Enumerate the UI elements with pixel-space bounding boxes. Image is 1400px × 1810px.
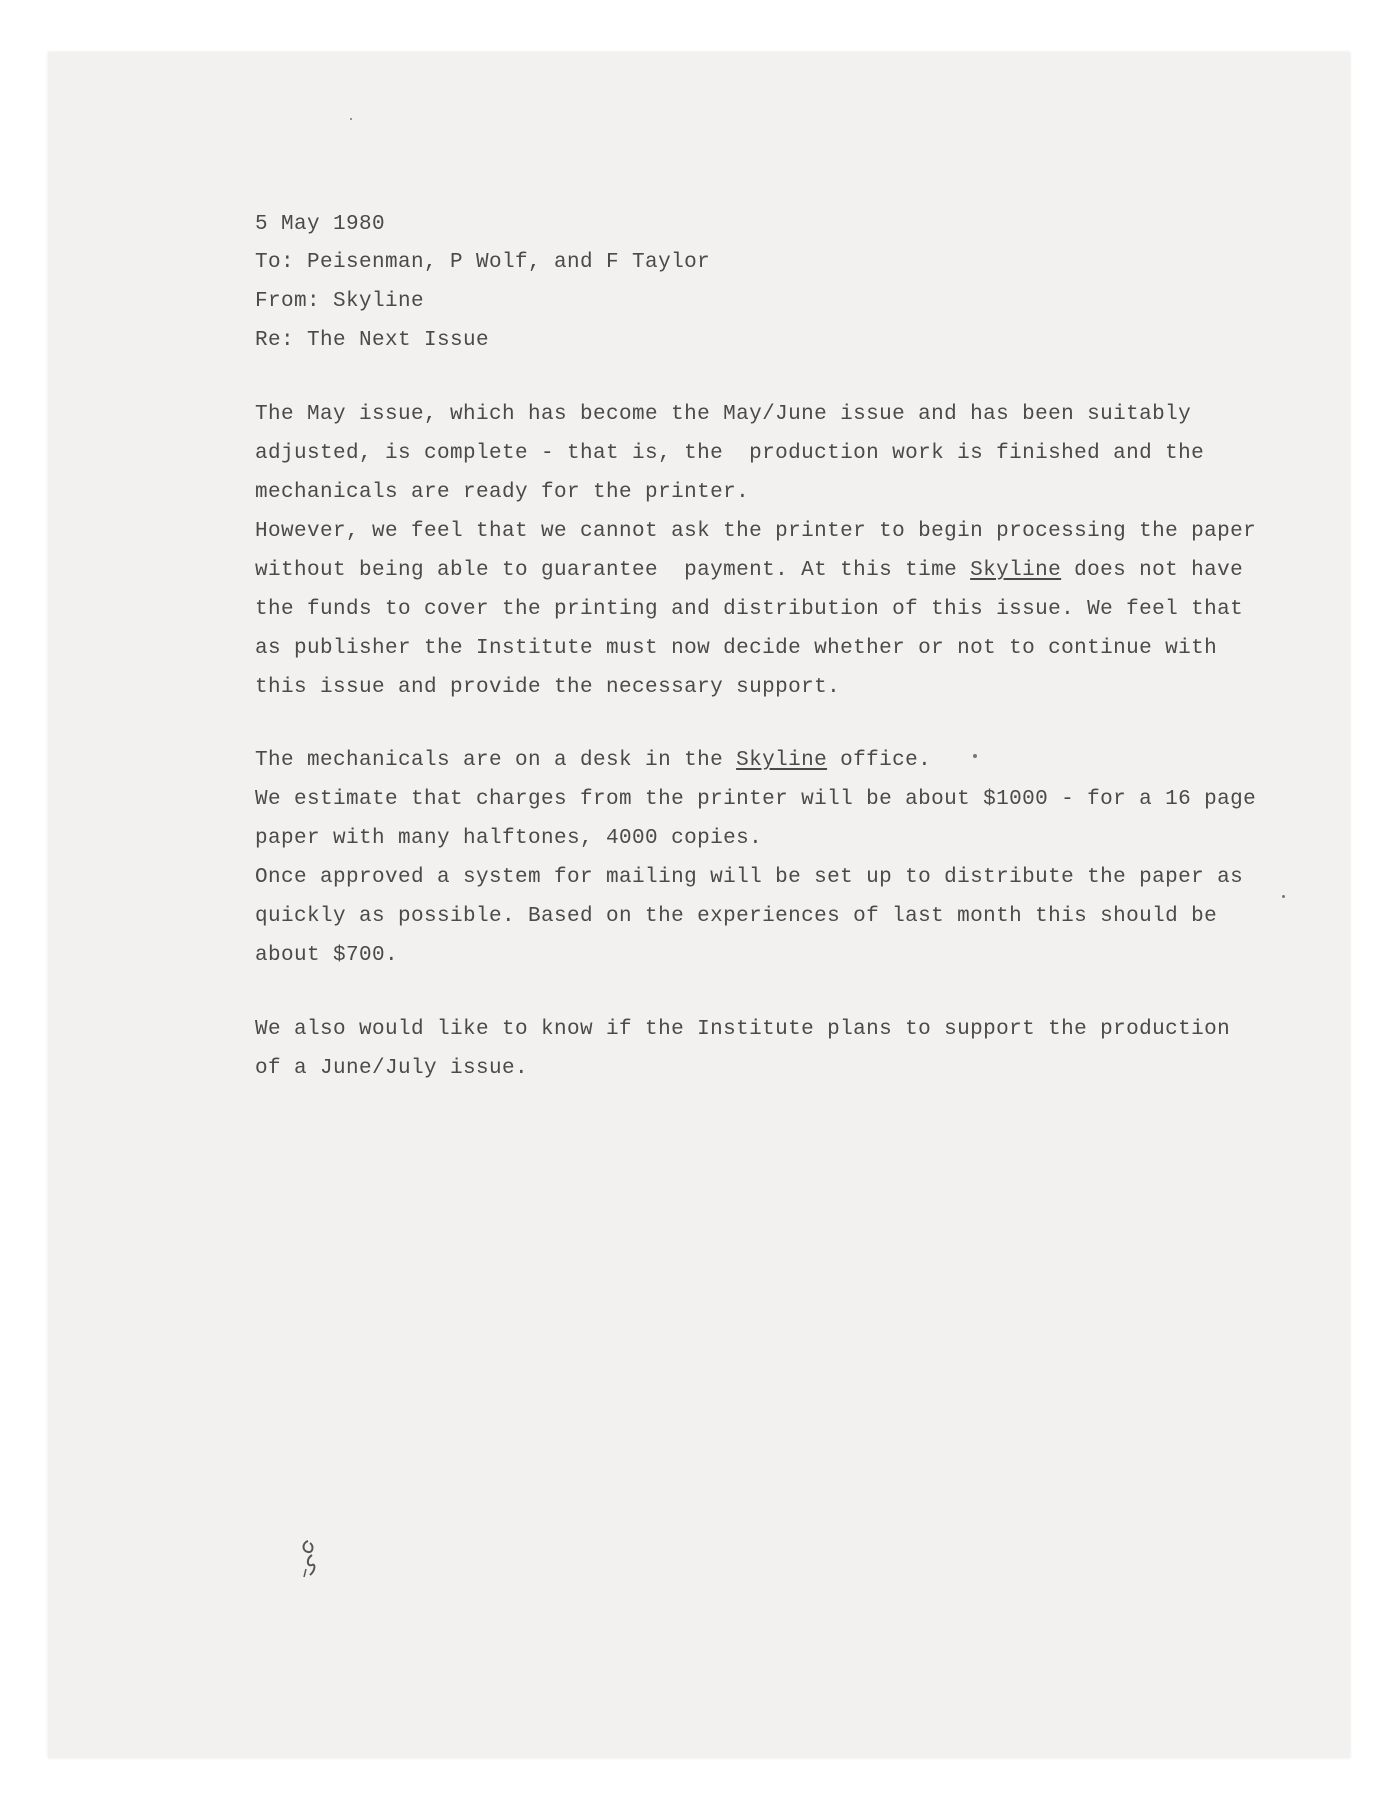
handwritten-mark-icon [298, 1537, 322, 1581]
memo-page [48, 52, 1350, 1758]
body-line: Once approved a system for mailing will be set up to distribute the paper as [255, 866, 1244, 889]
body-line: of a June/July issue. [255, 1057, 529, 1080]
body-line: quickly as possible. Based on the experiences of last month this should be [255, 905, 1218, 928]
memo-to: To: Peisenman, P Wolf, and F Taylor [255, 251, 711, 274]
body-text: The mechanicals are on a desk in the [255, 749, 737, 772]
body-line [255, 558, 1243, 584]
body-line: as publisher the Institute must now decide whether or not to continue with [255, 637, 1218, 660]
body-line: paper with many halftones, 4000 copies. [255, 827, 763, 850]
body-text: office. [827, 749, 932, 772]
paper-speck [350, 118, 352, 120]
body-line [255, 748, 931, 774]
body-line: this issue and provide the necessary support. [255, 676, 841, 699]
body-line: However, we feel that we cannot ask the printer to begin processing the paper [255, 520, 1257, 543]
publication-name-underlined: Skyline [970, 559, 1062, 582]
body-line: mechanicals are ready for the printer. [255, 481, 750, 504]
memo-date: 5 May 1980 [255, 213, 386, 236]
body-text: without being able to guarantee payment. At this time [255, 559, 971, 582]
body-line: about $700. [255, 944, 399, 967]
body-line: adjusted, is complete - that is, the production work is finished and the [255, 442, 1205, 465]
body-line: We estimate that charges from the printer will be about $1000 - for a 16 page [255, 788, 1257, 811]
body-line: We also would like to know if the Institute plans to support the production [255, 1018, 1231, 1041]
body-line: the funds to cover the printing and distribution of this issue. We feel that [255, 598, 1244, 621]
paper-speck [1282, 895, 1285, 898]
body-text: does not have [1061, 559, 1244, 582]
paper-speck [973, 754, 977, 758]
body-line: The May issue, which has become the May/June issue and has been suitably [255, 403, 1192, 426]
memo-from: From: Skyline [255, 290, 425, 313]
publication-name-underlined: Skyline [736, 749, 828, 772]
memo-subject: Re: The Next Issue [255, 329, 490, 352]
